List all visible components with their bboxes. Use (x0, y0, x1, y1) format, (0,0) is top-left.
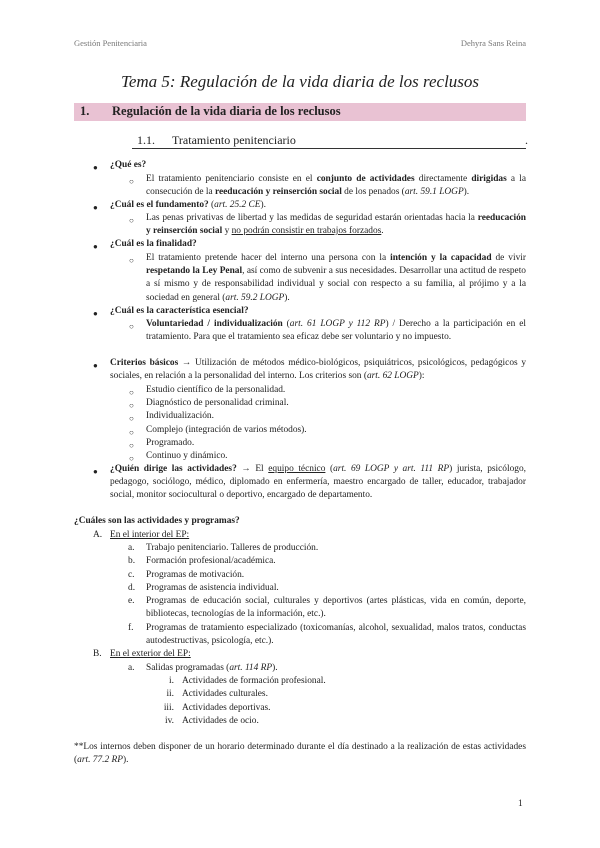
list-marker: a. (128, 543, 135, 553)
exterior-activity: Actividades de formación profesional. (182, 676, 326, 686)
bullet-icon: ● (93, 467, 98, 476)
actividades-heading: ¿Cuáles son las actividades y programas? (74, 516, 240, 526)
criterio-item: Diagnóstico de personalidad criminal. (146, 398, 289, 408)
list-marker: iii. (163, 703, 174, 713)
circle-bullet-icon: ○ (129, 177, 134, 186)
list-marker: e. (128, 596, 135, 606)
activity-item: Programas de asistencia individual. (146, 583, 279, 593)
exterior-activity: Actividades deportivas. (182, 703, 271, 713)
answer-que-es: El tratamiento penitenciario consiste en el conjunto de actividades directamente dirigidas a la consecución de la reeducación y reinserción social de los penados (art. 59.1 LOGP). (146, 174, 526, 198)
subsection-number: 1.1. (137, 133, 155, 147)
bullet-icon: ● (93, 203, 98, 212)
circle-bullet-icon: ○ (129, 401, 134, 410)
criterio-item: Estudio científico de la personalidad. (146, 385, 286, 395)
exterior-label: En el exterior del EP: (110, 649, 191, 659)
question-que-es: ¿Qué es? (110, 160, 147, 170)
circle-bullet-icon: ○ (129, 322, 134, 331)
activity-item: Programas de tratamiento especializado (toxicomanías, alcohol, sexualidad, malos tratos, conductas autodestructivas, psicología, etc.). (146, 623, 526, 647)
question-finalidad: ¿Cuál es la finalidad? (110, 239, 197, 249)
bullet-icon: ● (93, 361, 98, 370)
exterior-activity: Actividades de ocio. (182, 716, 259, 726)
list-marker: c. (128, 570, 135, 580)
section-label: Regulación de la vida diaria de los reclusos (112, 104, 341, 118)
circle-bullet-icon: ○ (129, 256, 134, 265)
circle-bullet-icon: ○ (129, 441, 134, 450)
answer-finalidad: El tratamiento pretende hacer del interno una persona con la intención y la capacidad de vivir respetando la Ley Penal, así como de subvenir a sus necesidades. Desarrollar una actitud de respeto a sí mismo y de responsabilidad individual y social con respecto a su familia, al prójimo y a la sociedad en general (art. 59.2 LOGP). (146, 253, 527, 303)
criterio-item: Individualización. (146, 411, 214, 421)
criterios-basicos: Criterios básicos → Utilización de métodos médico-biológicos, psiquiátricos, psicológicos, pedagógicos y sociales, en relación a la personalidad del interno. Los criterios son (art. 62 LOGP): (110, 358, 527, 382)
header-left: Gestión Penitenciaria (74, 38, 147, 48)
question-fundamento: ¿Cuál es el fundamento? (art. 25.2 CE). (110, 200, 266, 210)
bullet-icon: ● (93, 163, 98, 172)
circle-bullet-icon: ○ (129, 454, 134, 463)
criterio-item: Complejo (integración de varios métodos). (146, 425, 307, 435)
answer-fundamento: Las penas privativas de libertad y las medidas de seguridad estarán orientadas hacia la reeducación y reinserción social y no podrán consistir en trabajos forzados. (146, 213, 526, 237)
list-marker: d. (128, 583, 136, 593)
activity-item: Programas de educación social, culturales y deportivos (artes plásticas, vida en común, deporte, bibliotecas, tecnologías de la información, etc.). (146, 596, 526, 620)
subsection-label: Tratamiento penitenciario (172, 133, 296, 147)
header-right: Dehyra Sans Reina (460, 38, 526, 48)
circle-bullet-icon: ○ (129, 414, 134, 423)
bullet-icon: ● (93, 309, 98, 318)
activity-item: Trabajo penitenciario. Talleres de producción. (146, 543, 319, 553)
activity-item: Formación profesional/académica. (146, 556, 276, 566)
list-marker: ii. (166, 689, 174, 699)
question-caracteristica: ¿Cuál es la característica esencial? (110, 306, 249, 316)
list-marker: b. (128, 556, 136, 566)
page-number: 1 (518, 799, 523, 809)
bullet-icon: ● (93, 242, 98, 251)
subsection-heading (132, 133, 526, 149)
circle-bullet-icon: ○ (129, 388, 134, 397)
circle-bullet-icon: ○ (129, 428, 134, 437)
list-marker: a. (128, 663, 135, 673)
list-marker: i. (169, 676, 174, 686)
list-marker: A. (93, 530, 103, 540)
footnote: **Los internos deben disponer de un horario determinado durante el día destinado a la realización de estas actividades (art. 77.2 RP). (74, 742, 526, 766)
circle-bullet-icon: ○ (129, 216, 134, 225)
salidas-programadas: Salidas programadas (art. 114 RP). (146, 663, 278, 673)
activity-item: Programas de motivación. (146, 570, 245, 580)
quien-dirige: ¿Quién dirige las actividades? → El equipo técnico (art. 69 LOGP y art. 111 RP) jurista, psicólogo, pedagogo, sociólogo, médico, diplomado en enfermería, maestro encargado de taller, educador, trabajador social, monitor sociocultural o deportivo, encargado de departamento. (110, 464, 526, 501)
subsection-end: . (525, 133, 528, 147)
criterio-item: Continuo y dinámico. (146, 451, 228, 461)
exterior-activity: Actividades culturales. (182, 689, 268, 699)
interior-label: En el interior del EP: (110, 530, 190, 540)
list-marker: iv. (164, 716, 174, 726)
answer-caracteristica: Voluntariedad / individualización (art. 61 LOGP y 112 RP) / Derecho a la participación en el tratamiento. Para que el tratamiento sea eficaz debe ser voluntario y no impuesto. (146, 319, 526, 343)
page-title: Tema 5: Regulación de la vida diaria de los reclusos (120, 72, 480, 91)
criterio-item: Programado. (146, 438, 195, 448)
list-marker: B. (93, 649, 102, 659)
section-number: 1. (80, 104, 90, 118)
section-heading (74, 103, 526, 121)
list-marker: f. (128, 623, 134, 633)
